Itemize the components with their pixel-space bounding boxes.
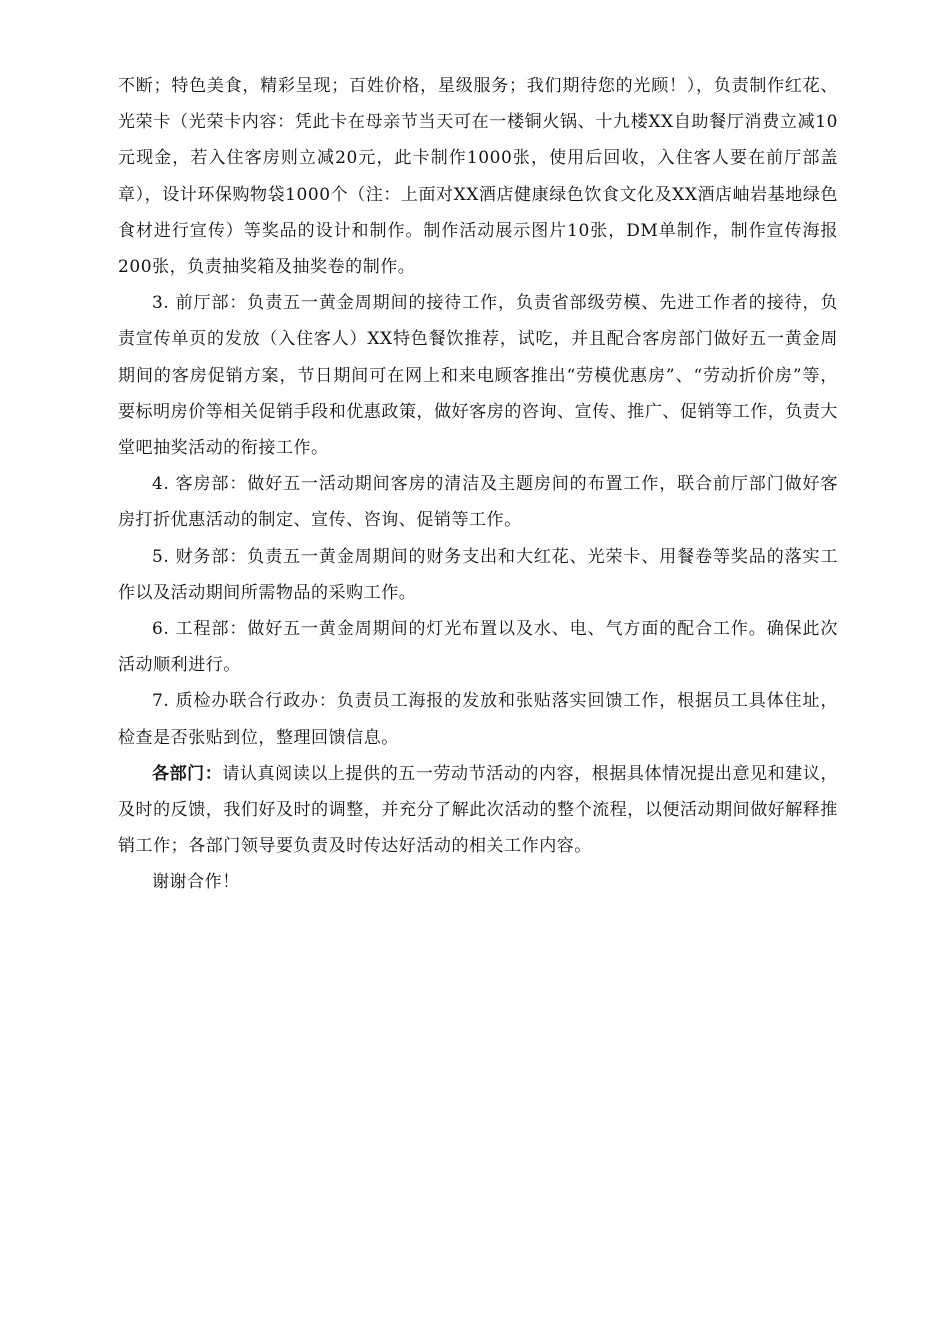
paragraph-finance: 5. 财务部：负责五一黄金周期间的财务支出和大红花、光荣卡、用餐卷等奖品的落实工作以及活动期间所需物品的采购工作。 bbox=[118, 546, 838, 603]
paragraph-housekeeping: 4. 客房部：做好五一活动期间客房的清洁及主题房间的布置工作，联合前厅部门做好客房打折优惠活动的制定、宣传、咨询、促销等工作。 bbox=[118, 474, 838, 531]
paragraph-prizes-production: 不断；特色美食，精彩呈现；百姓价格，星级服务；我们期待您的光顾！），负责制作红花、光荣卡（光荣卡内容：凭此卡在母亲节当天可在一楼铜火锅、十九楼XX自助餐厅消费立减10元现金，若入住客房则立减20元，此卡制作1000张，使用后回收，入住客人要在前厅部盖章），设计环保购物袋1000个（注：上面对XX酒店健康绿色饮食文化及XX酒店岫岩基地绿色食材进行宣传）等奖品的设计和制作。制作活动展示图片10张，DM单制作，制作宣传海报200张，负责抽奖箱及抽奖卷的制作。 bbox=[118, 76, 838, 278]
all-departments-lead: 各部门： bbox=[152, 763, 223, 784]
paragraph-engineering: 6. 工程部：做好五一黄金周期间的灯光布置以及水、电、气方面的配合工作。确保此次活动顺利进行。 bbox=[118, 619, 838, 676]
paragraph-thanks: 谢谢合作！ bbox=[152, 872, 240, 893]
all-departments-text: 请认真阅读以上提供的五一劳动节活动的内容，根据具体情况提出意见和建议，及时的反馈，我们好及时的调整，并充分了解此次活动的整个流程，以便活动期间做好解释推销工作；各部门领导要负责及时传达好活动的相关工作内容。 bbox=[118, 763, 839, 857]
paragraph-all-departments bbox=[118, 756, 838, 865]
paragraph-quality-admin: 7. 质检办联合行政办：负责员工海报的发放和张贴落实回馈工作，根据员工具体住址，检查是否张贴到位，整理回馈信息。 bbox=[118, 691, 838, 748]
paragraph-front-office: 3. 前厅部：负责五一黄金周期间的接待工作，负责省部级劳模、先进工作者的接待，负责宣传单页的发放（入住客人）XX特色餐饮推荐，试吃，并且配合客房部门做好五一黄金周期间的客房促销方案，节日期间可在网上和来电顾客推出“劳模优惠房”、“劳动折价房”等，要标明房价等相关促销手段和优惠政策，做好客房的咨询、宣传、推广、促销等工作，负责大堂吧抽奖活动的衔接工作。 bbox=[118, 293, 838, 459]
document-body bbox=[118, 68, 838, 901]
